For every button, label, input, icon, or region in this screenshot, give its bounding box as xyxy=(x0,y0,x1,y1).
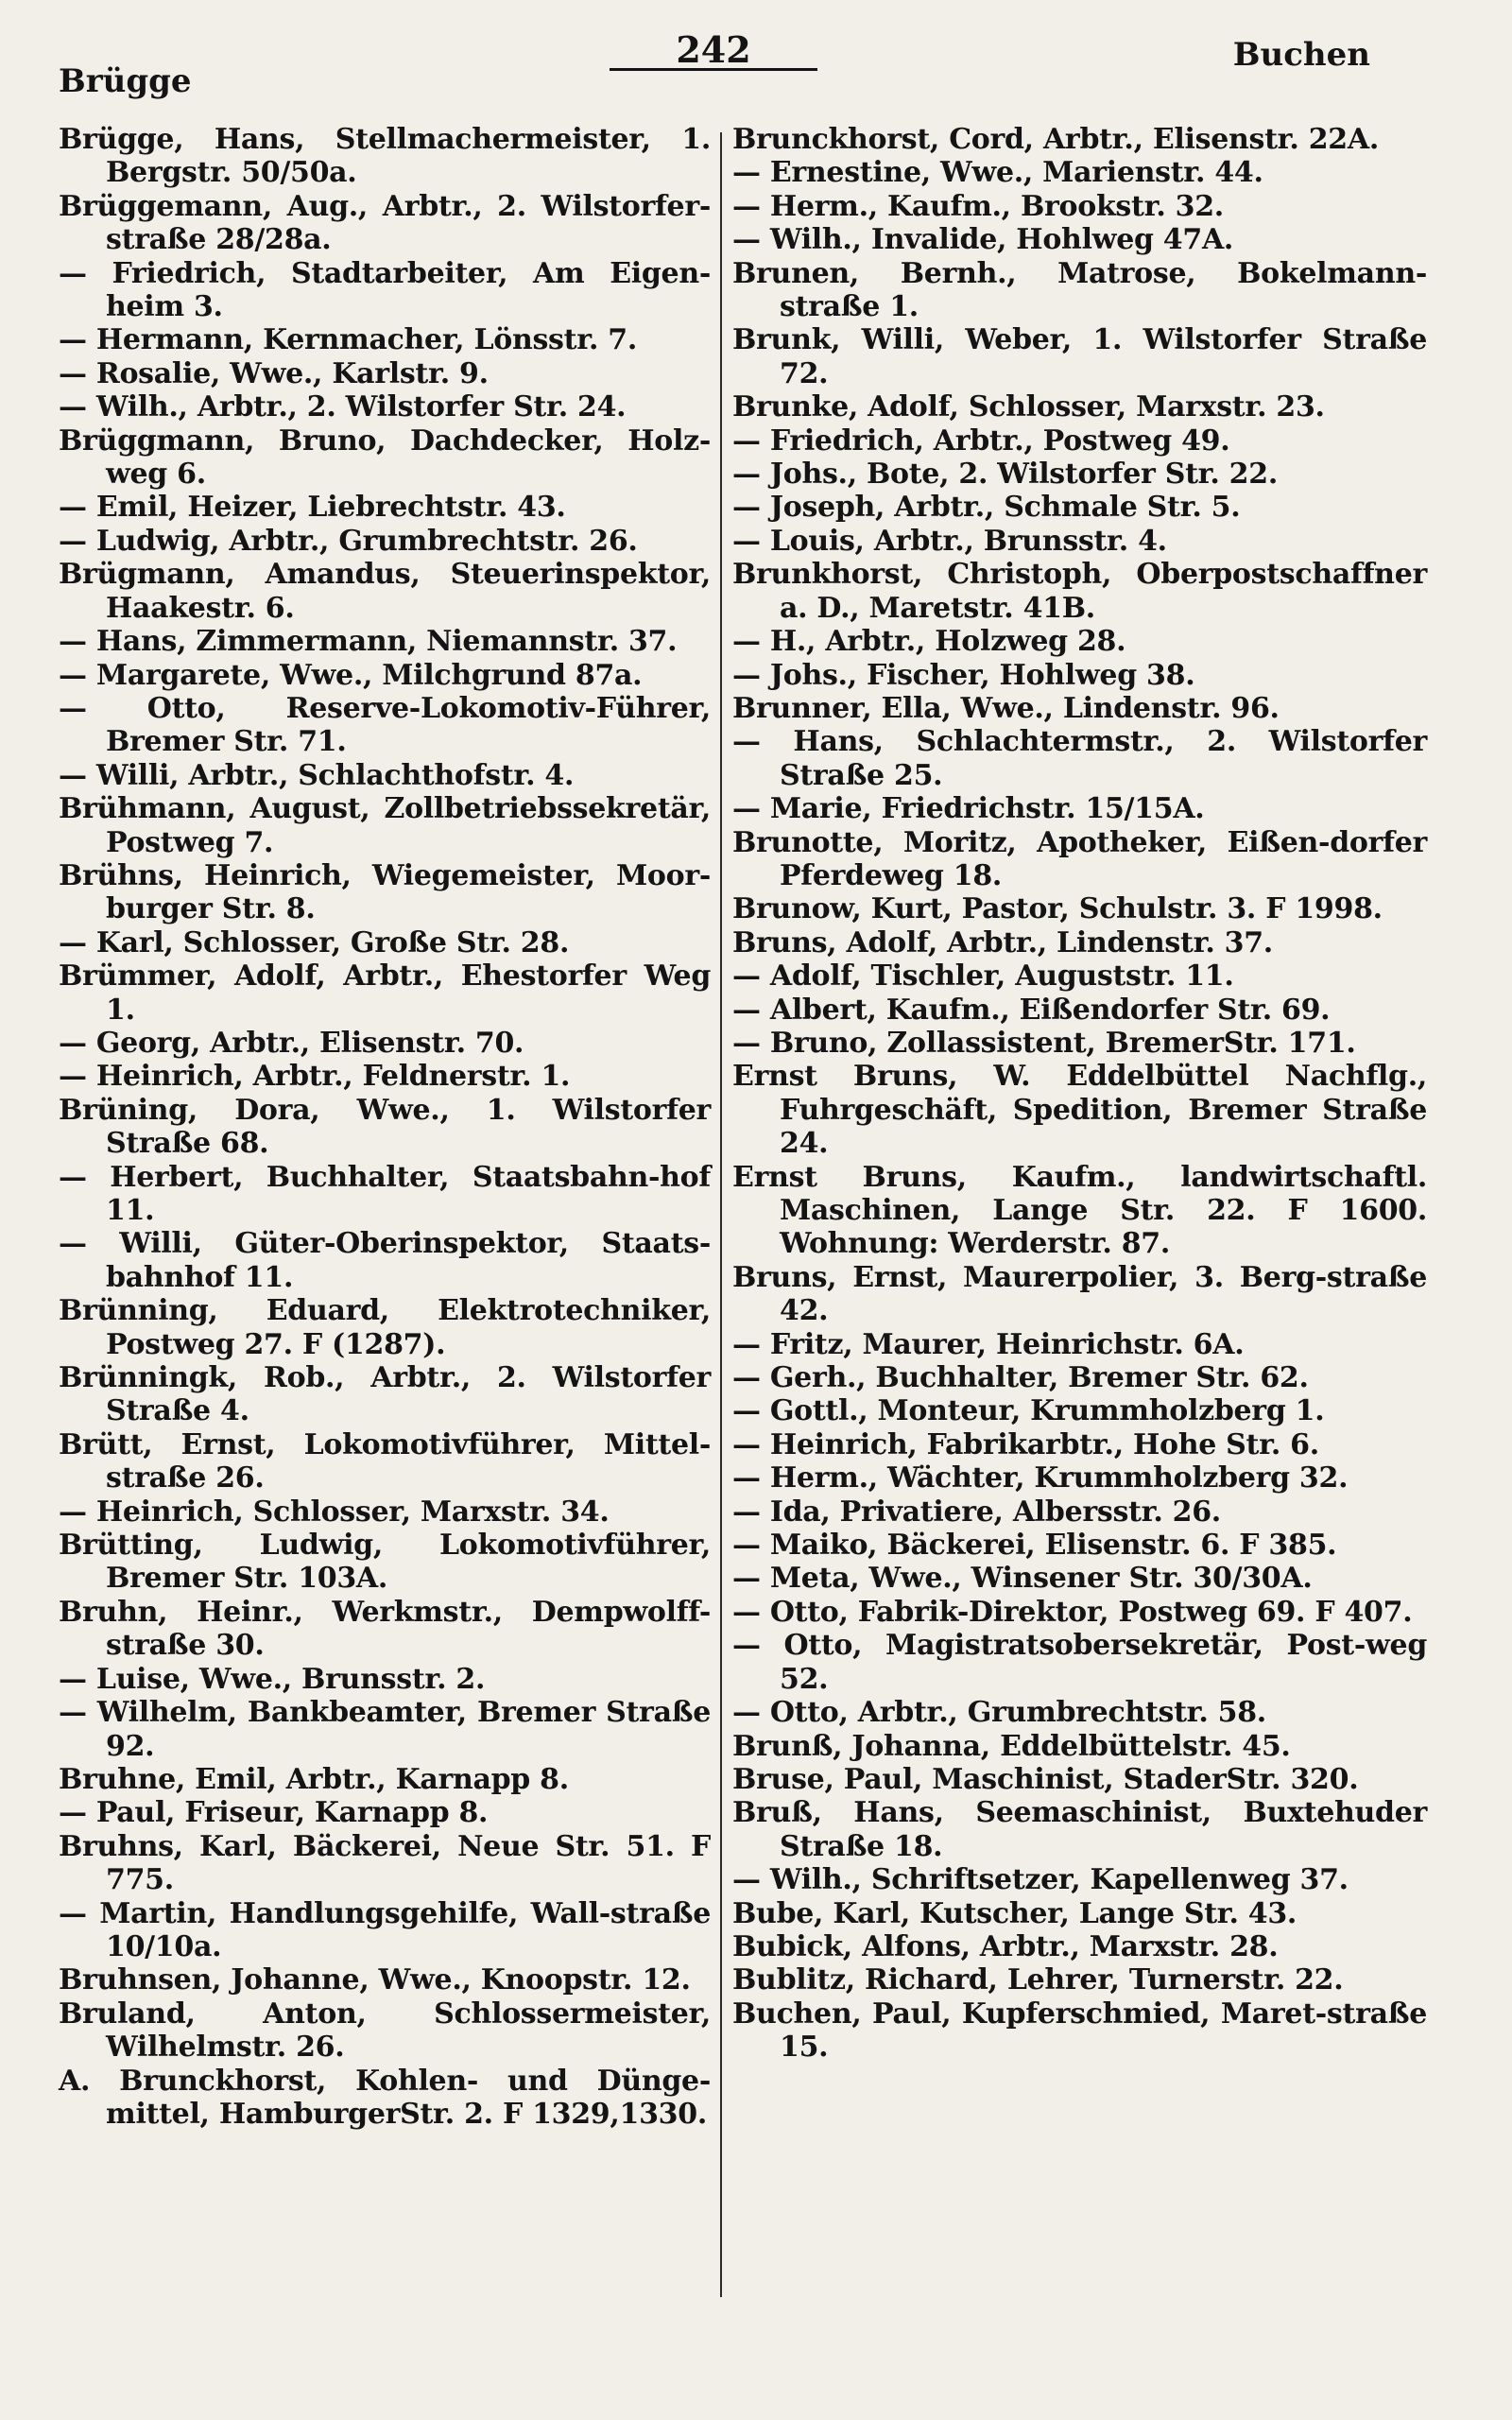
directory-entry: — Ida, Privatiere, Albersstr. 26. xyxy=(732,1495,1221,1529)
directory-entry: Brüning, Dora, Wwe., 1. Wilstorfer Straße 68. xyxy=(59,1093,711,1161)
directory-entry: — Bruno, Zollassistent, BremerStr. 171. xyxy=(732,1026,1356,1060)
directory-entry: — Friedrich, Stadtarbeiter, Am Eigen-heim 3. xyxy=(59,256,711,324)
directory-entry: — Johs., Fischer, Hohlweg 38. xyxy=(732,658,1195,692)
directory-entry: Brunotte, Moritz, Apotheker, Eißen-dorfer Pferdeweg 18. xyxy=(732,825,1427,892)
directory-entry: — Heinrich, Schlosser, Marxstr. 34. xyxy=(59,1495,610,1529)
directory-entry: — Louis, Arbtr., Brunsstr. 4. xyxy=(732,524,1167,558)
directory-entry: — Martin, Handlungsgehilfe, Wall-straße 10/10a. xyxy=(59,1896,711,1963)
directory-entry: Bube, Karl, Kutscher, Lange Str. 43. xyxy=(732,1896,1297,1930)
directory-entry: — Hans, Schlachtermstr., 2. Wilstorfer Straße 25. xyxy=(732,725,1427,792)
directory-entry: — Meta, Wwe., Winsener Str. 30/30A. xyxy=(732,1562,1313,1596)
directory-entry: Bruhn, Heinr., Werkmstr., Dempwolff-straße 30. xyxy=(59,1595,711,1663)
directory-entry: — Johs., Bote, 2. Wilstorfer Str. 22. xyxy=(732,458,1278,492)
directory-entry: Brünningk, Rob., Arbtr., 2. Wilstorfer Straße 4. xyxy=(59,1361,711,1428)
directory-entry: — Joseph, Arbtr., Schmale Str. 5. xyxy=(732,491,1241,525)
directory-entry: Brunen, Bernh., Matrose, Bokelmann-straße 1. xyxy=(732,256,1427,324)
directory-entry: Ernst Bruns, Kaufm., landwirtschaftl. Maschinen, Lange Str. 22. F 1600. Wohnung: Werderstr. 87. xyxy=(732,1160,1427,1261)
directory-entry: Brunner, Ella, Wwe., Lindenstr. 96. xyxy=(732,691,1280,725)
directory-entry: Brüggmann, Bruno, Dachdecker, Holz-weg 6. xyxy=(59,424,711,492)
page-number: 242 xyxy=(676,28,751,71)
page-number-rule xyxy=(610,68,817,71)
directory-entry: Bruns, Adolf, Arbtr., Lindenstr. 37. xyxy=(732,925,1273,959)
directory-entry: — Otto, Arbtr., Grumbrechtstr. 58. xyxy=(732,1696,1266,1730)
directory-entry: — Fritz, Maurer, Heinrichstr. 6A. xyxy=(732,1327,1245,1361)
header-left-keyword: Brügge xyxy=(59,62,192,100)
directory-entry: — Wilh., Arbtr., 2. Wilstorfer Str. 24. xyxy=(59,390,627,424)
directory-entry: — Marie, Friedrichstr. 15/15A. xyxy=(732,792,1205,826)
directory-entry: Brünning, Eduard, Elektrotechniker, Postweg 27. F (1287). xyxy=(59,1294,711,1361)
directory-entry: — Friedrich, Arbtr., Postweg 49. xyxy=(732,424,1230,458)
directory-entry: — Willi, Güter-Oberinspektor, Staats-bahnhof 11. xyxy=(59,1227,711,1294)
directory-entry: — Wilh., Invalide, Hohlweg 47A. xyxy=(732,223,1234,257)
directory-entry: — Willi, Arbtr., Schlachthofstr. 4. xyxy=(59,758,575,792)
directory-entry: — Maiko, Bäckerei, Elisenstr. 6. F 385. xyxy=(732,1529,1337,1563)
directory-entry: — Hermann, Kernmacher, Lönsstr. 7. xyxy=(59,323,637,357)
directory-entry: Brümmer, Adolf, Arbtr., Ehestorfer Weg 1. xyxy=(59,959,711,1027)
directory-entry: — Otto, Fabrik-Direktor, Postweg 69. F 407. xyxy=(732,1595,1413,1629)
directory-entry: Brühns, Heinrich, Wiegemeister, Moor-burger Str. 8. xyxy=(59,858,711,926)
directory-entry: Brunkhorst, Christoph, Oberpostschaffner a. D., Maretstr. 41B. xyxy=(732,558,1427,625)
directory-entry: — Herm., Wächter, Krummholzberg 32. xyxy=(732,1461,1349,1495)
directory-entry: — Herbert, Buchhalter, Staatsbahn-hof 11. xyxy=(59,1160,711,1227)
directory-entry: A. Brunckhorst, Kohlen- und Dünge-mittel, HamburgerStr. 2. F 1329,1330. xyxy=(59,2064,711,2131)
directory-entry: — Ernestine, Wwe., Marienstr. 44. xyxy=(732,156,1263,190)
directory-entry: Bruhnsen, Johanne, Wwe., Knoopstr. 12. xyxy=(59,1963,691,1997)
directory-entry: — Georg, Arbtr., Elisenstr. 70. xyxy=(59,1026,524,1060)
directory-entry: — H., Arbtr., Holzweg 28. xyxy=(732,625,1126,659)
directory-entry: Buchen, Paul, Kupferschmied, Maret-straße 15. xyxy=(732,1996,1427,2065)
directory-entry: Brunß, Johanna, Eddelbüttelstr. 45. xyxy=(732,1729,1291,1763)
directory-entry: Bruhns, Karl, Bäckerei, Neue Str. 51. F 775. xyxy=(59,1829,711,1897)
page-header xyxy=(0,0,1512,113)
directory-entry: Brunke, Adolf, Schlosser, Marxstr. 23. xyxy=(732,390,1325,424)
directory-entry: — Karl, Schlosser, Große Str. 28. xyxy=(59,925,570,959)
directory-entry: — Wilhelm, Bankbeamter, Bremer Straße 92. xyxy=(59,1696,711,1763)
directory-entry: Bruß, Hans, Seemaschinist, Buxtehuder Straße 18. xyxy=(732,1796,1427,1863)
right-column xyxy=(732,123,1427,2065)
directory-entry: Brunow, Kurt, Pastor, Schulstr. 3. F 1998. xyxy=(732,892,1383,926)
header-right-keyword: Buchen xyxy=(1232,36,1370,74)
directory-entry: — Margarete, Wwe., Milchgrund 87a. xyxy=(59,658,643,692)
directory-entry: — Hans, Zimmermann, Niemannstr. 37. xyxy=(59,625,678,659)
directory-entry: — Herm., Kaufm., Brookstr. 32. xyxy=(732,189,1224,223)
directory-entry: Brühmann, August, Zollbetriebssekretär, Postweg 7. xyxy=(59,792,711,859)
directory-entry: — Ludwig, Arbtr., Grumbrechtstr. 26. xyxy=(59,524,638,558)
column-divider xyxy=(720,132,722,2297)
directory-entry: — Luise, Wwe., Brunsstr. 2. xyxy=(59,1662,486,1696)
directory-entry: Bruns, Ernst, Maurerpolier, 3. Berg-straße 42. xyxy=(732,1260,1427,1328)
directory-entry: — Heinrich, Fabrikarbtr., Hohe Str. 6. xyxy=(732,1427,1319,1461)
directory-entry: — Paul, Friseur, Karnapp 8. xyxy=(59,1796,489,1830)
directory-entry: Brütting, Ludwig, Lokomotivführer, Bremer Str. 103A. xyxy=(59,1529,711,1596)
directory-entry: — Wilh., Schriftsetzer, Kapellenweg 37. xyxy=(732,1863,1349,1897)
left-column xyxy=(59,123,711,2131)
directory-entry: — Adolf, Tischler, Auguststr. 11. xyxy=(732,959,1234,994)
directory-entry: Bubick, Alfons, Arbtr., Marxstr. 28. xyxy=(732,1929,1279,1963)
directory-entry: — Gerh., Buchhalter, Bremer Str. 62. xyxy=(732,1361,1309,1395)
directory-entry: Bruland, Anton, Schlossermeister, Wilhelmstr. 26. xyxy=(59,1996,711,2065)
directory-entry: Bublitz, Richard, Lehrer, Turnerstr. 22. xyxy=(732,1963,1344,1997)
directory-entry: — Otto, Reserve-Lokomotiv-Führer, Bremer Str. 71. xyxy=(59,691,711,759)
directory-entry: — Gottl., Monteur, Krummholzberg 1. xyxy=(732,1394,1325,1428)
directory-entry: — Otto, Magistratsobersekretär, Post-weg 52. xyxy=(732,1629,1427,1696)
directory-entry: Brüggemann, Aug., Arbtr., 2. Wilstorfer-straße 28/28a. xyxy=(59,189,711,257)
directory-entry: — Emil, Heizer, Liebrechtstr. 43. xyxy=(59,491,566,525)
directory-entry: Bruse, Paul, Maschinist, StaderStr. 320. xyxy=(732,1762,1359,1796)
directory-entry: Bruhne, Emil, Arbtr., Karnapp 8. xyxy=(59,1762,569,1796)
directory-entry: — Rosalie, Wwe., Karlstr. 9. xyxy=(59,356,489,390)
directory-entry: — Albert, Kaufm., Eißendorfer Str. 69. xyxy=(732,993,1331,1027)
directory-entry: Brügmann, Amandus, Steuerinspektor, Haakestr. 6. xyxy=(59,558,711,625)
directory-entry: Brütt, Ernst, Lokomotivführer, Mittel-straße 26. xyxy=(59,1427,711,1495)
directory-entry: Brügge, Hans, Stellmachermeister, 1. Bergstr. 50/50a. xyxy=(59,123,711,190)
directory-entry: Brunckhorst, Cord, Arbtr., Elisenstr. 22A. xyxy=(732,123,1379,156)
directory-entry: Brunk, Willi, Weber, 1. Wilstorfer Straße 72. xyxy=(732,323,1427,390)
directory-entry: Ernst Bruns, W. Eddelbüttel Nachflg., Fuhrgeschäft, Spedition, Bremer Straße 24. xyxy=(732,1060,1427,1161)
directory-entry: — Heinrich, Arbtr., Feldnerstr. 1. xyxy=(59,1060,571,1094)
